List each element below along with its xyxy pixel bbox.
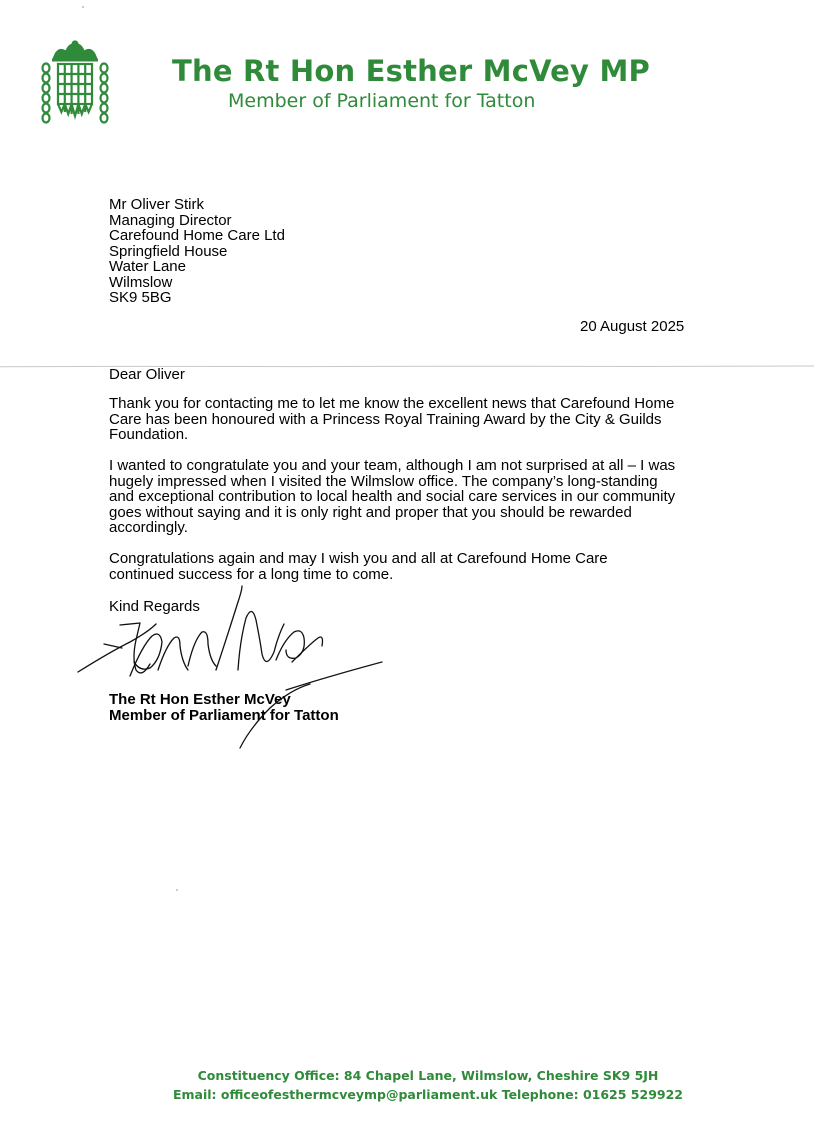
- footer-contact: Email: officeofesthermcveymp@parliament.uk Telephone: 01625 529922: [172, 1087, 683, 1102]
- letterhead-name: The Rt Hon Esther McVey MP: [172, 54, 650, 88]
- salutation: Dear Oliver: [109, 366, 185, 383]
- paragraph-3: [109, 551, 709, 582]
- body-line: accordingly.: [109, 519, 188, 536]
- footer-office: Constituency Office: 84 Chapel Lane, Wilmslow, Cheshire SK9 5JH: [197, 1068, 659, 1083]
- address-line: Water Lane: [109, 258, 186, 275]
- signatory-title: Member of Parliament for Tatton: [109, 706, 339, 724]
- address-line: Mr Oliver Stirk: [109, 196, 204, 213]
- letterhead-role: Member of Parliament for Tatton: [228, 90, 536, 112]
- signatory-name: The Rt Hon Esther McVey: [109, 691, 291, 708]
- address-line: SK9 5BG: [109, 289, 172, 306]
- address-line: Managing Director: [109, 211, 232, 229]
- body-line: continued success for a long time to come.: [109, 565, 394, 583]
- address-line: Carefound Home Care Ltd: [109, 227, 285, 244]
- letter-date: 20 August 2025: [580, 318, 685, 335]
- body-line: I wanted to congratulate you and your team, although I am not surprised at all – I was: [109, 457, 676, 474]
- body-line: Congratulations again and may I wish you and all at Carefound Home Care: [109, 550, 608, 567]
- handwritten-signature: [70, 580, 400, 750]
- body-line: and exceptional contribution to local health and social care services in our community: [109, 488, 676, 505]
- body-line: Thank you for contacting me to let me know the excellent news that Carefound Home: [109, 395, 675, 412]
- scan-speck: [82, 6, 84, 8]
- body-line: Care has been honoured with a Princess Royal Training Award by the City & Guilds: [109, 410, 662, 428]
- address-line: Springfield House: [109, 242, 228, 260]
- address-line: Wilmslow: [109, 273, 173, 291]
- paragraph-2: [109, 458, 709, 536]
- body-line: hugely impressed when I visited the Wilmslow office. The company’s long-standing: [109, 472, 658, 490]
- scan-speck: [176, 889, 178, 891]
- recipient-address: [109, 197, 285, 306]
- portcullis-icon: [36, 40, 114, 128]
- body-line: Foundation.: [109, 426, 189, 443]
- sign-off: Kind Regards: [109, 598, 200, 615]
- body-line: goes without saying and it is only right and proper that you should be rewarded: [109, 503, 632, 521]
- paragraph-1: [109, 396, 709, 443]
